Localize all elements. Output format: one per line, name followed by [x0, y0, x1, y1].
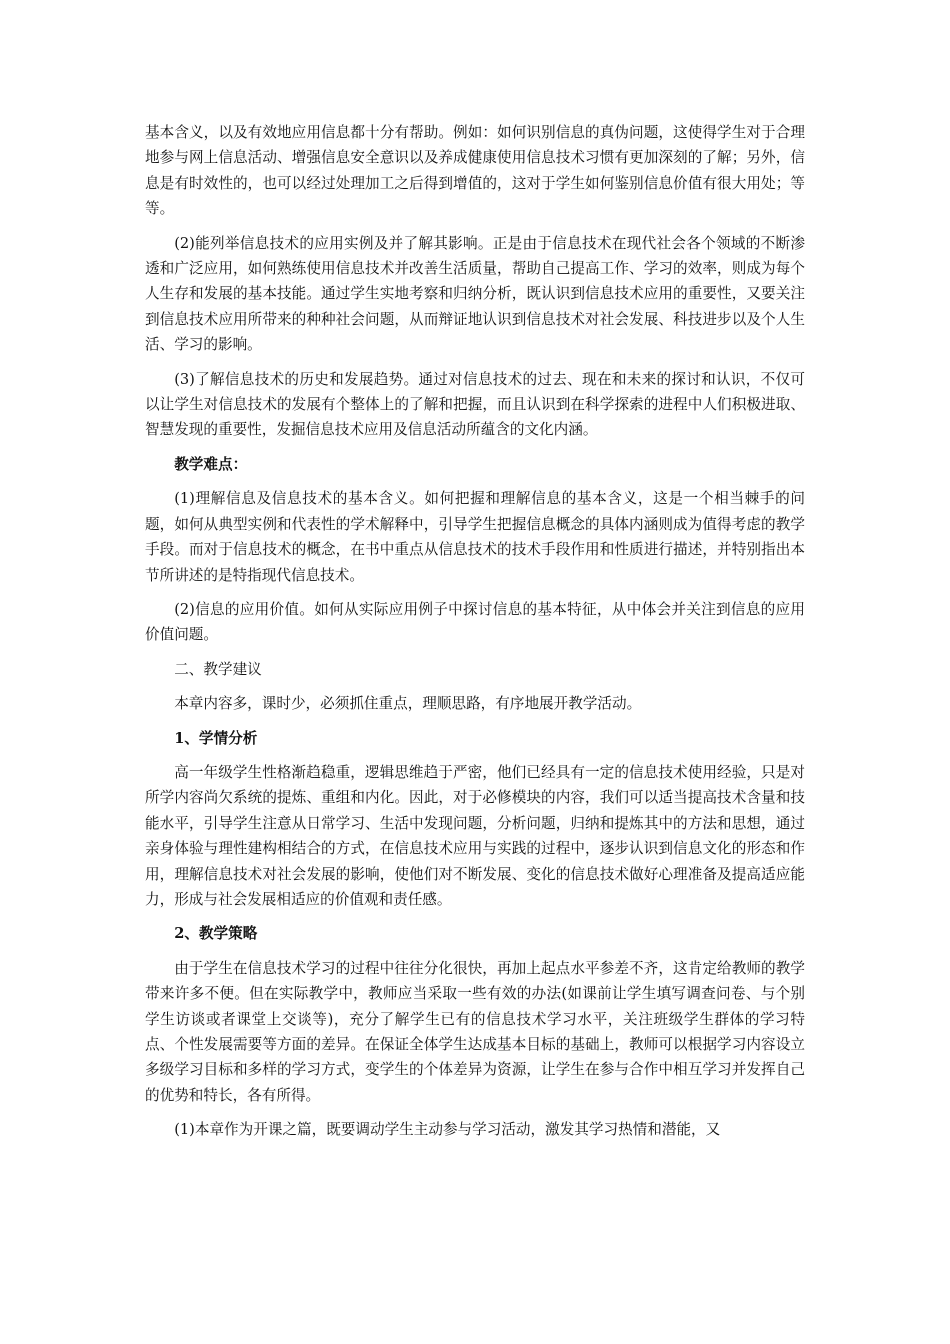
heading-student-analysis: 1、学情分析 — [174, 729, 258, 747]
paragraph-application-examples: (2)能列举信息技术的应用实例及并了解其影响。正是由于信息技术在现代社会各个领域的不断渗透和广泛应用，如何熟练使用信息技术并改善生活质量，帮助自己提高工作、学习的效率，则成为每个人生存和发展的基本技能。通过学生实地考察和归纳分析，既认识到信息技术应用的重要性，又要关注到信息技术应用所带来的种种社会问题，从而辩证地认识到信息技术对社会发展、科技进步以及个人生活、学习的影响。 — [145, 234, 805, 354]
heading-teaching-strategy: 2、教学策略 — [174, 925, 258, 943]
paragraph-difficulty-1: (1)理解信息及信息技术的基本含义。如何把握和理解信息的基本含义，这是一个相当棘手的问题，如何从典型实例和代表性的学术解释中，引导学生把握信息概念的具体内涵则成为值得考虑的教学手段。而对于信息技术的概念，在书中重点从信息技术的技术手段作用和性质进行描述，并特别指出本节所讲述的是特指现代信息技术。 — [145, 490, 805, 584]
paragraph-history-trends: (3)了解信息技术的历史和发展趋势。通过对信息技术的过去、现在和未来的探讨和认识，不仅可以让学生对信息技术的发展有个整体上的了解和把握，而且认识到在科学探索的进程中人们积极进取、智慧发现的重要性，发掘信息技术应用及信息活动所蕴含的文化内涵。 — [145, 370, 805, 439]
paragraph-chapter-overview: 本章内容多，课时少，必须抓住重点，理顺思路，有序地展开教学活动。 — [174, 695, 642, 713]
paragraph-strategy-1: (1)本章作为开课之篇，既要调动学生主动参与学习活动，激发其学习热情和潜能，又 — [174, 1121, 721, 1139]
paragraph-info-meaning: 基本含义，以及有效地应用信息都十分有帮助。例如：如何识别信息的真伪问题，这使得学生对于合理地参与网上信息活动、增强信息安全意识以及养成健康使用信息技术习惯有更加深刻的了解；另外，信息是有时效性的，也可以经过处理加工之后得到增值的，这对于学生如何鉴别信息价值有很大用处；等等。 — [145, 124, 805, 218]
heading-teaching-difficulties: 教学难点： — [174, 455, 248, 473]
document-page — [145, 120, 805, 1152]
heading-teaching-suggestions: 二、教学建议 — [174, 660, 262, 678]
paragraph-difficulty-2: (2)信息的应用价值。如何从实际应用例子中探讨信息的基本特征，从中体会并关注到信息的应用价值问题。 — [145, 600, 805, 644]
paragraph-student-analysis: 高一年级学生性格渐趋稳重，逻辑思维趋于严密，他们已经具有一定的信息技术使用经验，只是对所学内容尚欠系统的提炼、重组和内化。因此，对于必修模块的内容，我们可以适当提高技术含量和技能水平，引导学生注意从日常学习、生活中发现问题，分析问题，归纳和提炼其中的方法和思想，通过亲身体验与理性建构相结合的方式，在信息技术应用与实践的过程中，逐步认识到信息文化的形态和作用，理解信息技术对社会发展的影响，使他们对不断发展、变化的信息技术做好心理准备及提高适应能力，形成与社会发展相适应的价值观和责任感。 — [145, 763, 805, 908]
paragraph-teaching-strategy: 由于学生在信息技术学习的过程中往往分化很快，再加上起点水平参差不齐，这肯定给教师的教学带来许多不便。但在实际教学中，教师应当采取一些有效的办法(如课前让学生填写调查问卷、与个别学生访谈或者课堂上交谈等)，充分了解学生已有的信息技术学习水平，关注班级学生群体的学习特点、个性发展需要等方面的差异。在保证全体学生达成基本目标的基础上，教师可以根据学习内容设立多级学习目标和多样的学习方式，变学生的个体差异为资源，让学生在参与合作中相互学习并发挥自己的优势和特长，各有所得。 — [145, 959, 805, 1104]
